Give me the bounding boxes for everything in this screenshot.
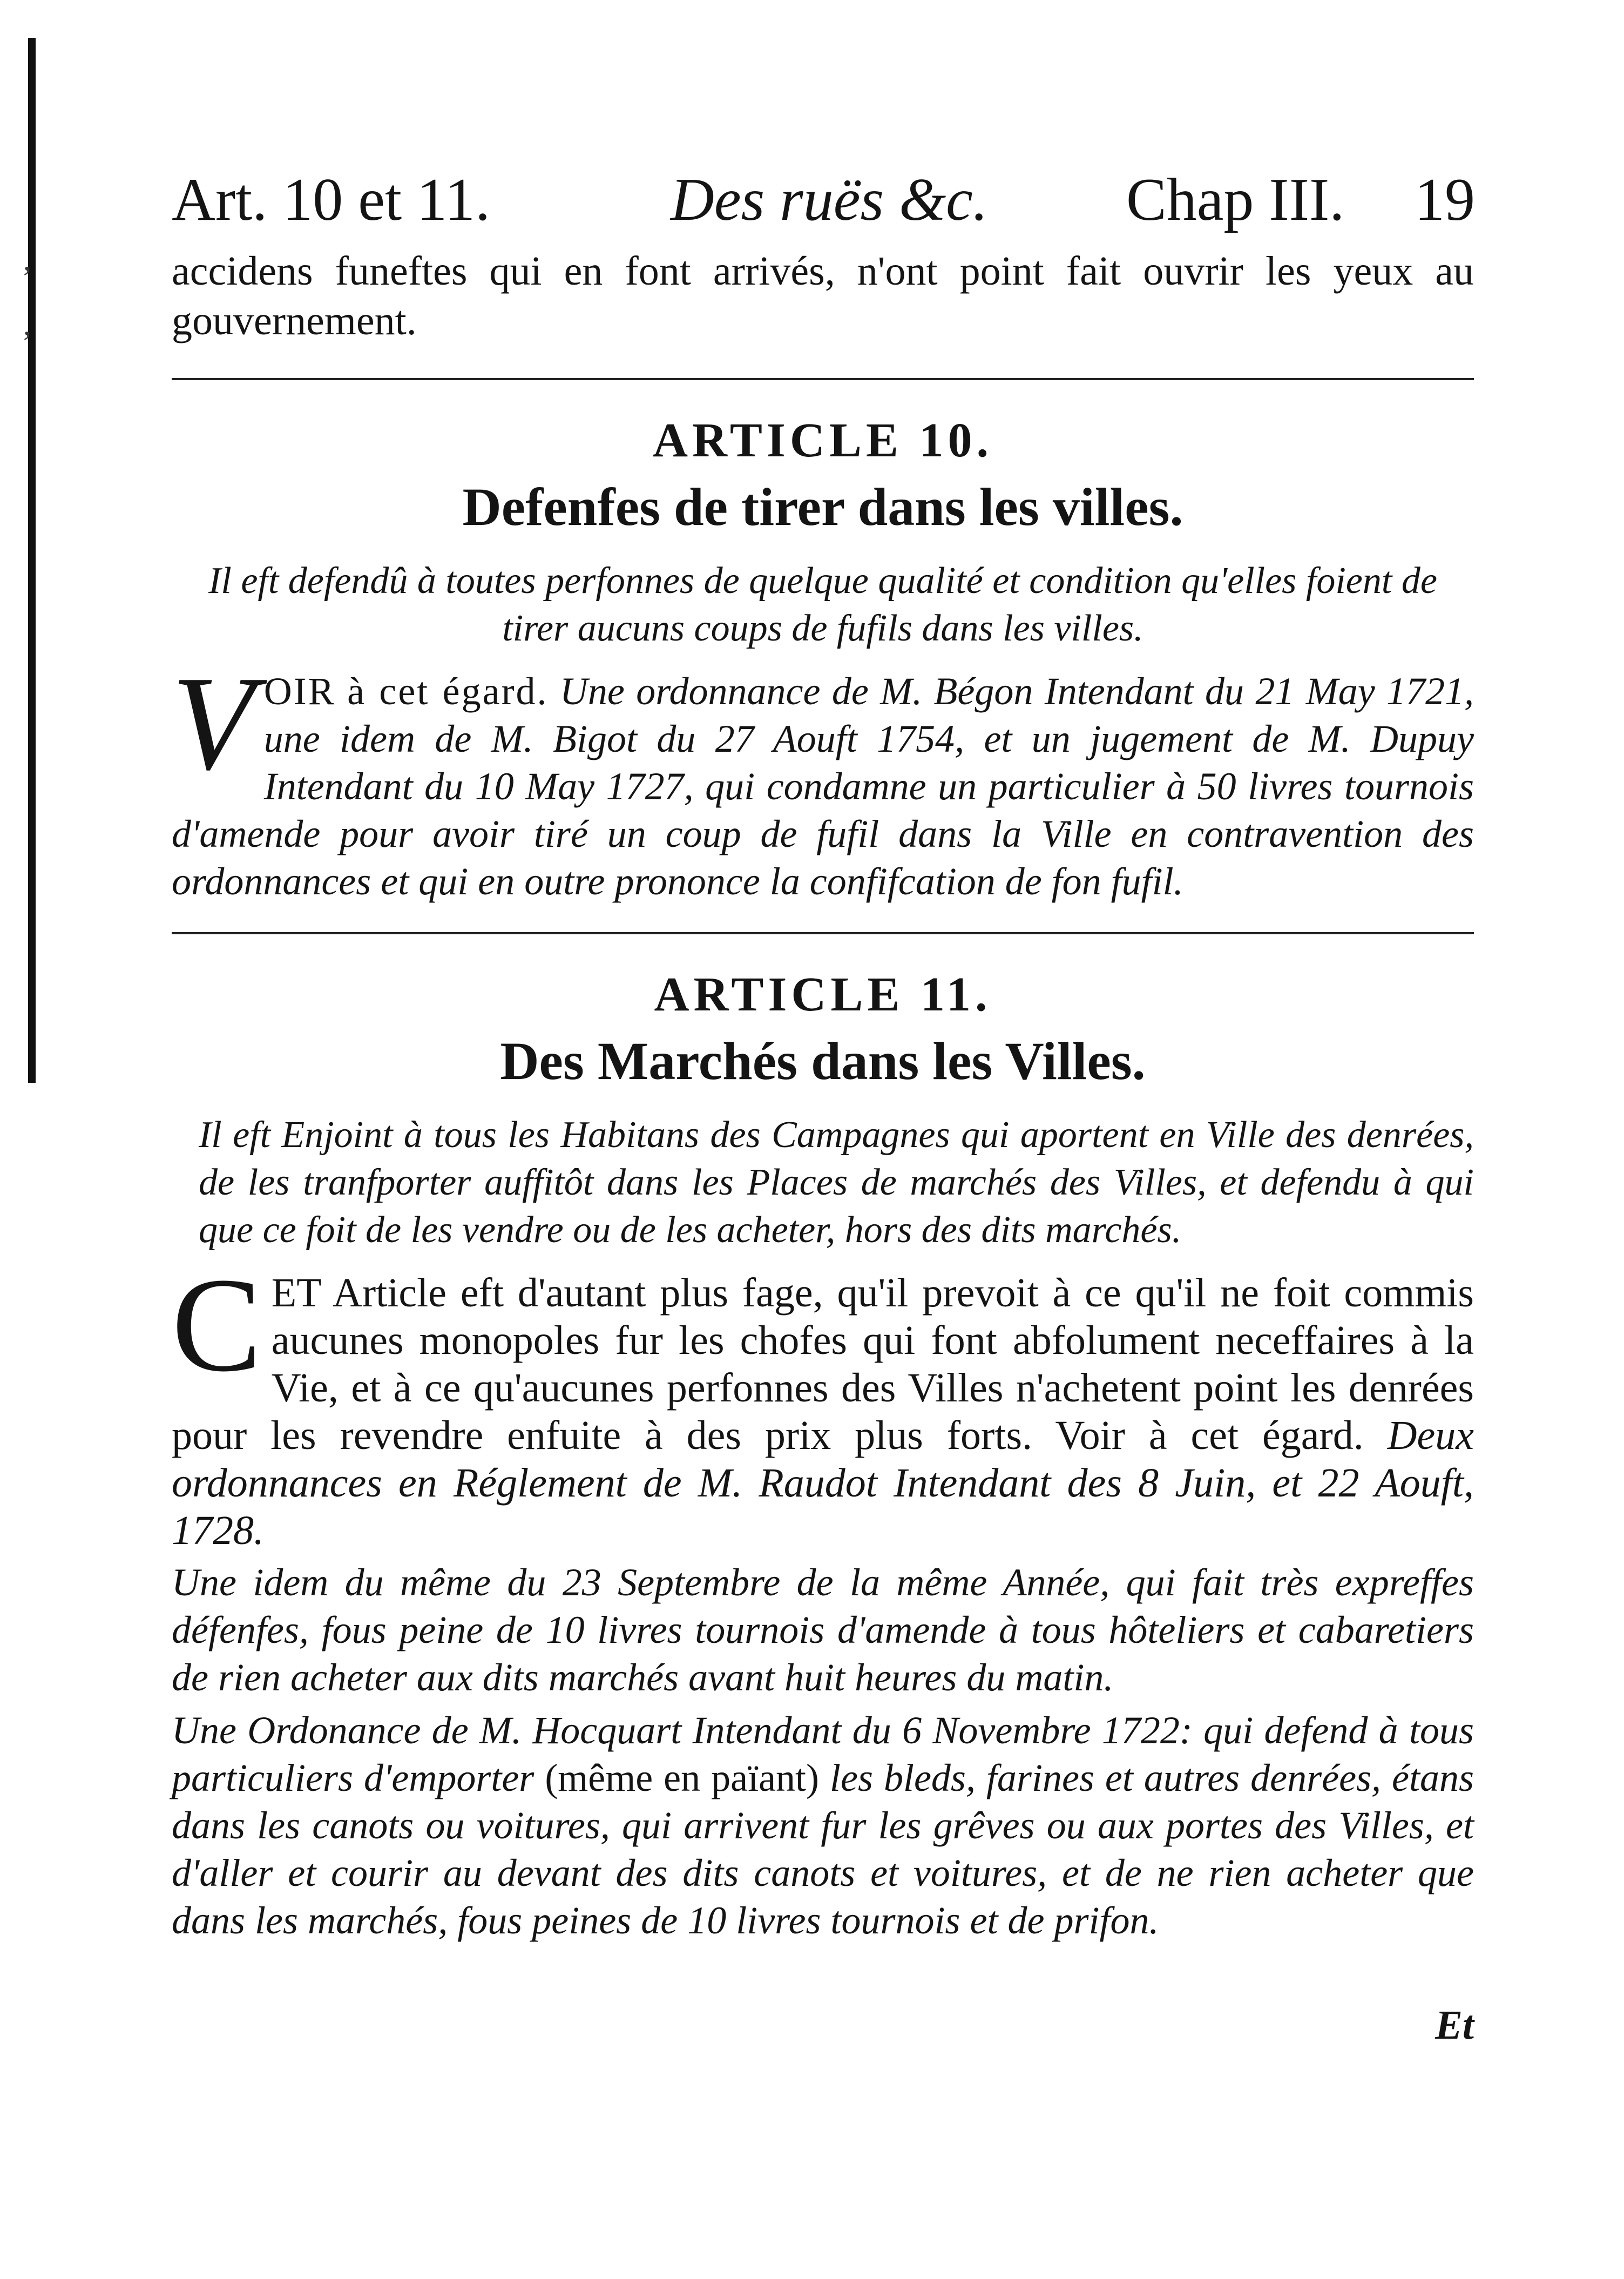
lead-word: OIR [263,670,336,713]
paragraph: Une idem du même du 23 Septembre de la même Année, qui fait très expreffes défenfes, fous peine de 10 livres tournois d'amende à tous hôteliers et cabaretiers de rien acheter aux dits marchés avant huit heures du matin. [172,1561,1474,1699]
margin-blot: ʼ [22,325,32,360]
paragraph-text: Une Ordonance de M. Hocquart Intendant du 6 Novembre 1722: qui defend à tous particuliers d'emporter [172,1709,1474,1799]
paragraph [172,1707,1474,1944]
article-subheading: Des Marchés dans les Villes. [500,1031,1146,1091]
drop-cap: C [172,1250,262,1400]
section-divider [172,378,1474,380]
body-italic-text: Deux ordonnances en Réglement de M. Raudot Intendant des 8 Juin, et 22 Aouft, 1728. [172,1413,1474,1553]
section-divider [172,932,1474,934]
lead-word: ET [271,1270,321,1316]
paragraph-aside: (même en païant) [545,1756,820,1799]
body-text: Une ordonnance de M. Bégon Intendant du 21 May 1721, une idem de M. Bigot du 27 Aouft 1754, et un jugement de M. Dupuy Intendant du 10 May 1727, qui condamne un particulier à 50 livres tournois d'amende pour avoir tiré un coup de fufil dans la Ville en contravention des ordonnances et qui en outre prononce la confifcation de fon fufil. [172,670,1474,903]
article-11 [172,967,1474,1944]
running-header [172,162,1474,243]
lead-text: à cet égard. [347,670,549,713]
article-decree: Il eft Enjoint à tous les Habitans des Campagnes qui aportent en Ville des denrées, de les tranfporter auffitôt dans les Places de marchés des Villes, et defendu à qui que ce foit de les vendre ou de les acheter, hors des dits marchés. [199,1114,1474,1251]
article-decree: Il eft defendû à toutes perfonnes de quelque qualité et condition qu'elles foient de tirer aucuns coups de fufils dans les villes. [208,560,1437,649]
paragraph-text: les bleds, farines et autres denrées, étans dans les canots ou voitures, qui arrivent fur les grêves ou aux portes des Villes, et d'aller et courir au devant des dits canots et voitures, et de ne rien acheter que dans les marchés, fous peines de 10 livres tournois et de prifon. [172,1756,1474,1942]
header-chapter: Chap III. [1126,166,1345,233]
page [172,162,1475,2048]
article-10 [172,413,1474,905]
continuation-paragraph: accidens funeftes qui en font arrivés, n'ont point fait ouvrir les yeux au gouvernement. [172,248,1474,343]
header-title: Des ruës &c. [671,166,988,233]
drop-cap: V [172,649,254,798]
article-heading: ARTICLE 10. [653,414,993,467]
binding-edge [28,38,36,1083]
catchword: Et [1435,2002,1474,2048]
margin-blot: ʼ [22,260,32,295]
article-body [172,1250,1474,1554]
article-heading: ARTICLE 11. [654,968,992,1021]
article-body [172,649,1474,905]
body-text: Article eft d'autant plus fage, qu'il prevoit à ce qu'il ne foit commis aucunes monopoles fur les chofes qui font abfolument neceffaires à la Vie, et à ce qu'aucunes perfonnes des Villes n'achetent point les denrées pour les revendre enfuite à des prix plus forts. Voir à cet égard. [172,1270,1474,1458]
header-article: Art. 10 et 11. [172,166,490,233]
article-subheading: Defenfes de tirer dans les villes. [462,477,1183,537]
page-number: 19 [1415,166,1475,233]
